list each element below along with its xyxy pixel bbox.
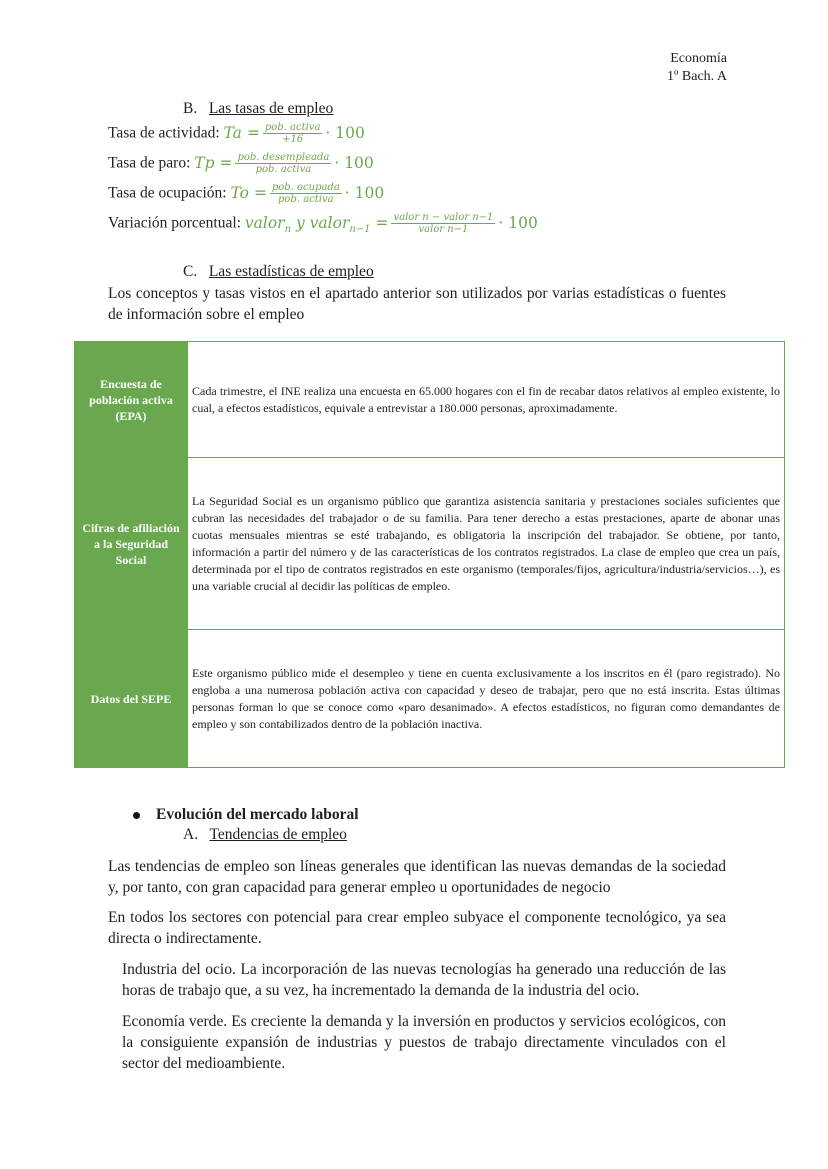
header-course: 1º Bach. A [667,69,727,84]
row-description: Este organismo público mide el desempleo y tiene en cuenta exclusivamente a los inscritos en él (paro registrado). No engloba a una numerosa población activa con capacidad y deseo de trabajar, pero que no está inscrita. Estas últimas personas forman lo que se conoce como «paro desanimado». A efectos estadísticos, no figuran como demandantes de empleo y son contabilizados dentro de la población inactiva. [188,630,785,768]
fraction-denominator: pob. activa [255,164,312,175]
rate-label: Variación porcentual: [108,214,241,232]
section-b-heading [183,100,333,118]
bullet-evolucion [133,806,359,824]
formula-multiplier: · 100 [498,213,538,232]
paragraph-industria-ocio: Industria del ocio. La incorporación de las nuevas tecnologías ha generado una reducción de las horas de trabajo que, a su vez, ha incrementado la demanda de la industria del ocio. [122,961,726,999]
section-c-heading [183,263,374,281]
employment-statistics-table [74,341,785,768]
bullet-title: Evolución del mercado laboral [156,806,359,823]
section-b-letter: B. [183,100,198,117]
section-c-title: Las estadísticas de empleo [208,263,374,280]
formula-term: valor [309,213,350,232]
rate-label: Tasa de ocupación: [108,184,227,202]
section-b-title: Las tasas de empleo [208,100,334,117]
table-row [75,342,785,458]
formula-lhs: Tp = [194,153,233,172]
row-description: La Seguridad Social es un organismo público que garantiza asistencia sanitaria y prestaciones sociales suficientes que cubran las necesidades del trabajador o de su familia. Para tener derecho a estas prestaciones, aparte de abonar unas cuotas mensuales mientras se esté trabajando, es obligatoria la inscripción del trabajador. Se obtiene, por tanto, información a partir del número y de las características de los contratos registrados. La clase de empleo que crea un país, determinada por el tipo de contratos registrados en este organismo (temporales/fijos, agricultura/industria/servicios…), es una variable crucial al decidir las políticas de empleo. [188,458,785,630]
fraction-denominator: valor n−1 [418,224,469,235]
fraction-numerator: pob. activa [264,122,321,133]
rate-formula [223,122,365,145]
header-subject: Economía [670,51,727,66]
rate-formula [194,152,374,175]
formula-equals: = [375,213,389,232]
formula-term: valor [244,213,285,232]
paragraph-tendencias: Las tendencias de empleo son líneas generales que identifican las nuevas demandas de la sociedad y, por tanto, con gran capacidad para generar empleo u oportunidades de negocio [108,858,726,896]
formula-multiplier: · 100 [325,123,365,142]
formula-subscript: n−1 [349,223,371,235]
section-a-title: Tendencias de empleo [209,826,347,843]
row-label: Datos del SEPE [75,630,188,768]
section-a-heading [183,826,347,844]
fraction-denominator: pob. activa [278,194,334,205]
formula-fraction [391,212,495,235]
section-c-letter: C. [183,263,198,280]
rate-label: Tasa de actividad: [108,124,220,142]
fraction-numerator: pob. ocupada [271,182,340,193]
section-c-intro: Los conceptos y tasas vistos en el apartado anterior son utilizados por varias estadísticas o fuentes de información sobre el empleo [108,285,726,323]
paragraph-economia-verde: Economía verde. Es creciente la demanda y la inversión en productos y servicios ecológicos, con la consiguiente expansión de industrias y puestos de trabajo directamente vinculados con el sector del medioambiente. [122,1013,726,1072]
formula-lhs: To = [230,183,267,202]
formula-fraction [263,122,323,145]
variation-formula [244,212,538,235]
table-row [75,630,785,768]
row-label: Cifras de afiliación a la Seguridad Social [75,458,188,630]
table-row [75,458,785,630]
row-label: Encuesta de población activa (EPA) [75,342,188,458]
rate-formula [230,182,385,205]
rate-variacion [108,212,538,235]
rate-label: Tasa de paro: [108,154,191,172]
formula-fraction [270,182,342,205]
section-a-letter: A. [183,826,199,843]
formula-multiplier: · 100 [334,153,374,172]
bullet-dot-icon [133,812,140,819]
rate-paro [108,152,374,175]
row-description: Cada trimestre, el INE realiza una encuesta en 65.000 hogares con el fin de recabar datos relativos al empleo existente, lo cual, a efectos estadísticos, equivale a entrevistar a 180.000 personas, aproximadamente. [188,342,785,458]
rate-actividad [108,122,365,145]
formula-multiplier: · 100 [344,183,385,202]
fraction-numerator: valor n − valor n−1 [393,212,494,223]
fraction-denominator: +16 [282,134,304,145]
paragraph-sectores: En todos los sectores con potencial para crear empleo subyace el componente tecnológico, ya sea directa o indirectamente. [108,909,726,947]
rate-ocupacion [108,182,384,205]
formula-fraction [235,152,331,175]
fraction-numerator: pob. desempleada [237,152,330,163]
formula-lhs: Ta = [223,123,260,142]
page-header [667,50,727,86]
formula-subscript: n [284,223,292,235]
formula-term: y [295,213,305,232]
